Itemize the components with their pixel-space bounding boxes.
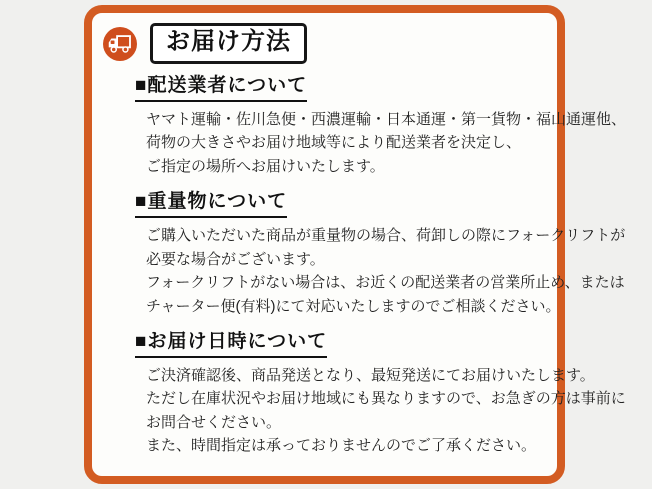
section-heading: ■お届け日時について <box>135 331 327 358</box>
section-line: ヤマト運輸・佐川急便・西濃運輸・日本通運・第一貨物・福山通運他、 <box>146 110 627 128</box>
section-heading: ■重量物について <box>135 191 287 218</box>
section-line: チャーター便(有料)にて対応いたしますのでご相談ください。 <box>146 297 561 315</box>
panel-title: お届け方法 <box>150 23 307 64</box>
panel-header <box>103 23 557 64</box>
section-carriers <box>92 75 627 178</box>
section-line: 荷物の大きさやお届け地域等により配送業者を決定し、 <box>146 134 522 152</box>
section-body <box>146 364 626 458</box>
section-line: ご決済確認後、商品発送となり、最短発送にてお届けいたします。 <box>146 366 595 384</box>
section-heading: ■配送業者について <box>135 75 307 102</box>
truck-badge <box>103 27 137 61</box>
section-heavy-items <box>92 191 626 318</box>
section-line: フォークリフトがない場合は、お近くの配送業者の営業所止め、または <box>146 274 625 292</box>
section-body <box>146 224 626 318</box>
section-line: ただし在庫状況やお届け地域にも異なりますので、お急ぎの方は事前に <box>146 390 626 408</box>
section-line: ご購入いただいた商品が重量物の場合、荷卸しの際にフォークリフトが <box>146 227 626 245</box>
section-line: また、時間指定は承っておりませんのでご了承ください。 <box>146 437 537 455</box>
delivery-info-panel <box>84 5 627 484</box>
truck-icon <box>105 29 135 59</box>
section-line: ご指定の場所へお届けいたします。 <box>146 157 385 175</box>
section-line: 必要な場合がございます。 <box>146 250 325 268</box>
section-body <box>146 108 627 179</box>
section-delivery-datetime <box>92 331 626 458</box>
sections <box>92 75 627 458</box>
section-line: お問合せください。 <box>146 413 282 431</box>
